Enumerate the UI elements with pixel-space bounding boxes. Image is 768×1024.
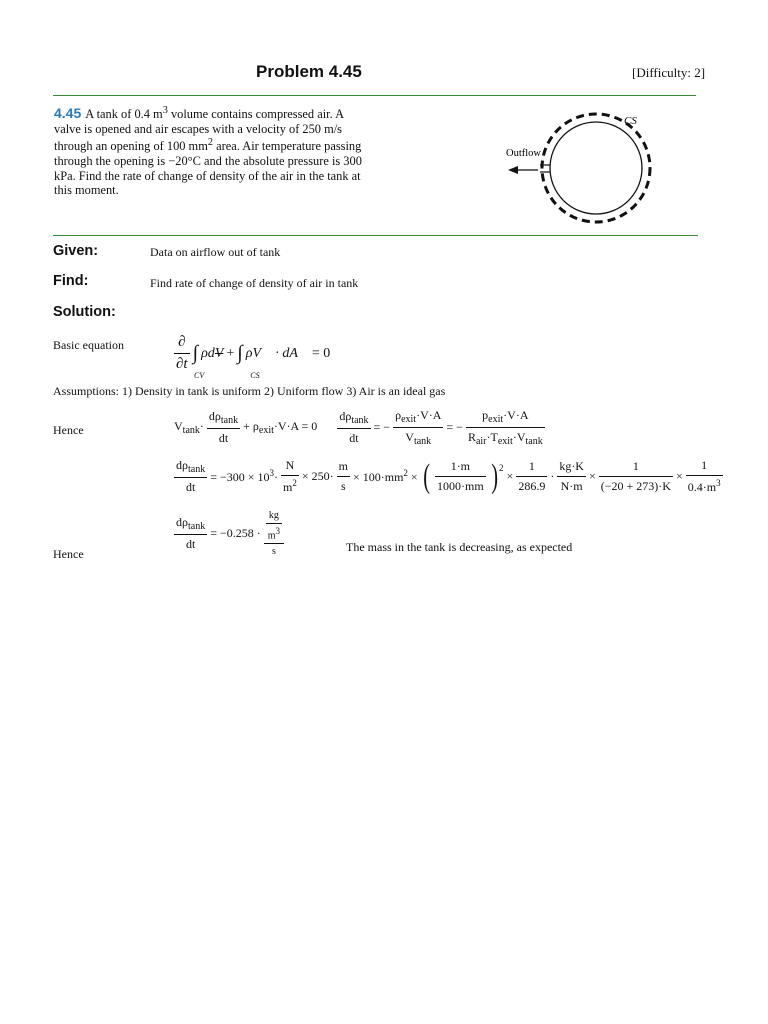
cs-label: CS: [624, 115, 637, 127]
basic-equation-label: Basic equation: [53, 338, 124, 352]
hence-label-2: Hence: [53, 547, 84, 561]
page-title: Problem 4.45: [256, 62, 362, 81]
problem-text: A tank of 0.4 $m^3$ volume contains compressed air. A valve is opened and air escapes with a velocity of 250 m/s through an opening of 100 $mm^2$ area. Air temperature passing through the opening is −20°C and the absolute pressure is 300 kPa. Find the rate of change of density of the air in the tank at this moment.: [54, 105, 362, 198]
solution-heading: Solution:: [53, 304, 116, 320]
numeric-substitution: $\frac{d\rho_{tank}}{dt}$ = $-300 \times 10^3\cdot$ $\frac{N}{m^2}$ × 250· $\frac{m}{s}$ × $100\cdot mm^2$ × ( 1·m 1000·mm ) $^2$ × $\frac{1}{286.9}$ · $\frac{kg\cdot K}{N\cdot m}$ × $\frac{1}{(-20 + 273)\cdot K}$ × $\frac{1}{0.4\cdot m^3}$: [176, 457, 721, 495]
assumptions-text: Assumptions: 1) Density in tank is uniform 2) Uniform flow 3) Air is an ideal gas: [53, 384, 446, 398]
problem-number: 4.45: [54, 105, 82, 122]
find-text: Find rate of change of density of air in tank: [150, 276, 359, 290]
outflow-label: Outflow: [506, 148, 541, 159]
top-divider: [53, 95, 696, 96]
hence-label-1: Hence: [53, 423, 84, 437]
continuity-equation: $V_{tank}\cdot$ $d\rho_{tank}$ dt + $\rho_{exit}\cdot V\cdot A = 0$ $\frac{d\rho_{tank}}{dt}$ = − $\rho_{exit}\cdot V\cdot A$ $V_{tank}$ = − $p_{exit}\cdot V\cdot A$ $R_{air}\cdot T_{exit}\cdot V_{tank}$: [174, 408, 543, 447]
tank-figure: [500, 110, 660, 230]
basic-equation: ∂ ∂t ∫ ρdV + ∫ ρV⃗ · dA⃗ = 0 CV CS: [176, 334, 331, 380]
tank-circle: [550, 122, 642, 214]
find-heading: Find:: [53, 273, 89, 289]
result-equation: $\frac{d\rho_{tank}}{dt}$ = −0.258 · $\frac{kg}{m^3}$ s: [174, 510, 284, 557]
problem-statement: [54, 104, 366, 198]
result-value: = −0.258 ·: [210, 526, 261, 541]
control-surface-circle: [542, 114, 650, 222]
difficulty-label: [Difficulty: 2]: [632, 65, 706, 80]
mid-divider: [53, 235, 698, 236]
given-heading: Given:: [53, 243, 99, 259]
basic-equation-rhs: = 0: [311, 345, 331, 361]
outflow-arrow-head: [508, 166, 518, 174]
given-text: Data on airflow out of tank: [150, 245, 281, 259]
conclusion-text: The mass in the tank is decreasing, as expected: [346, 540, 573, 554]
